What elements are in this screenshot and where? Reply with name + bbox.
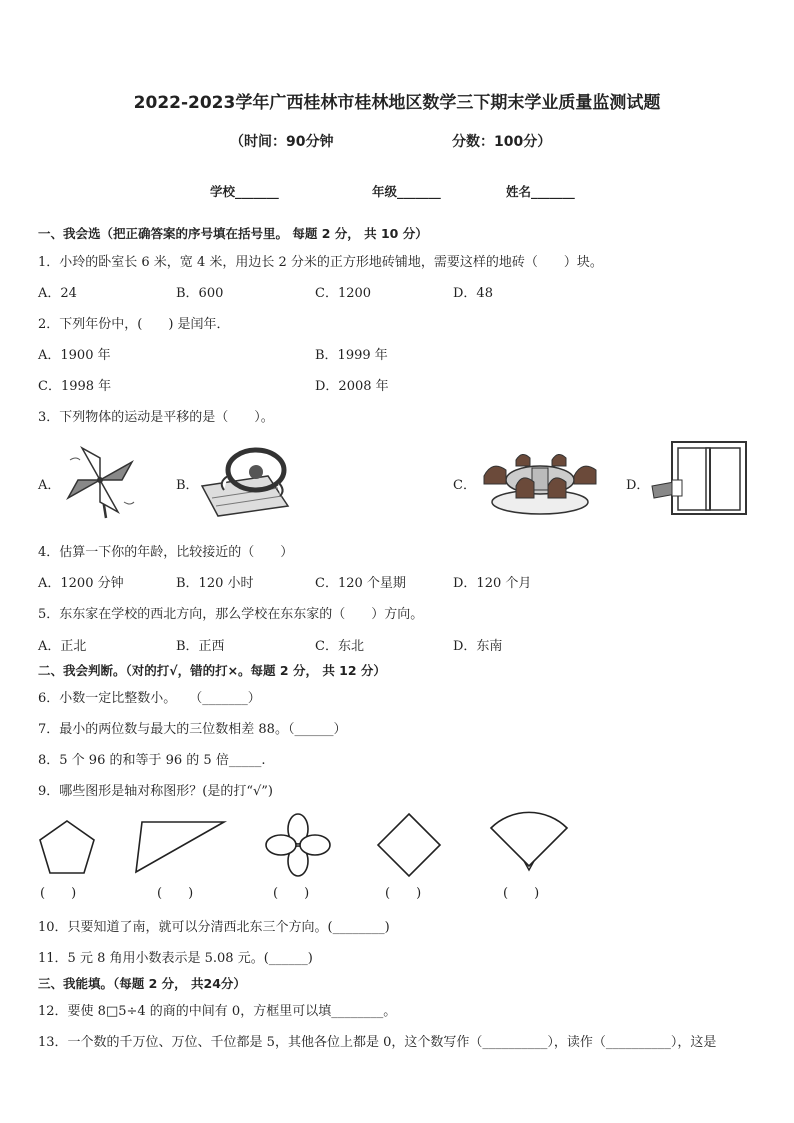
- exam-time: （时间：90分钟: [230, 134, 334, 150]
- q3-option-a: A．: [38, 478, 61, 493]
- q2-option-d: D．2008 年: [315, 379, 389, 394]
- q3-option-c: C．: [453, 478, 476, 493]
- question-10: 10．只要知道了南，就可以分清西北东三个方向。(________): [38, 920, 390, 935]
- section-1-heading: 一、我会选（把正确答案的序号填在括号里。 每题 2 分， 共 10 分）: [38, 226, 428, 241]
- triangle-icon: [132, 818, 228, 876]
- rhombus-icon: [374, 812, 444, 878]
- steering-wheel-icon: [198, 446, 290, 518]
- q2-option-a: A．1900 年: [38, 348, 111, 363]
- four-leaf-icon: [264, 812, 332, 878]
- question-13: 13．一个数的千万位、万位、千位都是 5，其他各位上都是 0，这个数写作（__________），读作（__________），这是: [38, 1035, 717, 1050]
- question-7: 7．最小的两位数与最大的三位数相差 88。（______）: [38, 722, 347, 737]
- q1-option-d: D．48: [453, 286, 493, 301]
- grade-field: 年级_______: [372, 184, 441, 199]
- q1-option-c: C．1200: [315, 286, 372, 301]
- q4-option-c: C．120 个星期: [315, 576, 406, 591]
- q1-option-a: A．24: [38, 286, 77, 301]
- carousel-icon: [476, 446, 604, 518]
- q5-option-b: B．正西: [176, 639, 225, 654]
- q4-option-b: B．120 小时: [176, 576, 254, 591]
- fan-icon: [488, 808, 570, 872]
- q5-option-d: D．东南: [453, 639, 503, 654]
- question-1: 1．小玲的卧室长 6 米，宽 4 米，用边长 2 分米的正方形地砖铺地，需要这样的地砖（ ）块。: [38, 255, 603, 270]
- q9-blank-5[interactable]: ( ): [503, 886, 540, 901]
- exam-score: 分数：100分）: [452, 134, 552, 150]
- question-5: 5．东东家在学校的西北方向，那么学校在东东家的（ ）方向。: [38, 607, 424, 622]
- question-3: 3．下列物体的运动是平移的是（ ）。: [38, 410, 274, 425]
- q1-option-b: B．600: [176, 286, 224, 301]
- q9-blank-4[interactable]: ( ): [385, 886, 422, 901]
- page-title: 2022-2023学年广西桂林市桂林地区数学三下期末学业质量监测试题: [133, 93, 661, 113]
- question-11: 11．5 元 8 角用小数表示是 5.08 元。(______): [38, 951, 313, 966]
- question-2: 2．下列年份中，( ) 是闰年．: [38, 317, 230, 332]
- q9-blank-2[interactable]: ( ): [157, 886, 194, 901]
- q2-option-c: C．1998 年: [38, 379, 112, 394]
- pinwheel-icon: [60, 440, 140, 520]
- school-field: 学校_______: [210, 184, 279, 199]
- question-9: 9．哪些图形是轴对称图形？(是的打“√”): [38, 784, 273, 799]
- q9-blank-1[interactable]: ( ): [40, 886, 77, 901]
- question-6: 6．小数一定比整数小。 （_______）: [38, 691, 261, 706]
- question-4: 4．估算一下你的年龄，比较接近的（ ）: [38, 545, 294, 560]
- name-field: 姓名_______: [506, 184, 575, 199]
- question-8: 8．5 个 96 的和等于 96 的 5 倍_____.: [38, 753, 266, 768]
- q5-option-a: A．正北: [38, 639, 87, 654]
- q2-option-b: B．1999 年: [315, 348, 388, 363]
- q5-option-c: C．东北: [315, 639, 364, 654]
- q4-option-d: D．120 个月: [453, 576, 532, 591]
- q4-option-a: A．1200 分钟: [38, 576, 124, 591]
- pentagon-icon: [36, 818, 98, 876]
- sliding-window-icon: [650, 440, 750, 518]
- q3-option-b: B．: [176, 478, 199, 493]
- q3-option-d: D．: [626, 478, 650, 493]
- section-2-heading: 二、我会判断。（对的打√，错的打×。每题 2 分， 共 12 分）: [38, 663, 386, 678]
- section-3-heading: 三、我能填。（每题 2 分， 共24分）: [38, 976, 246, 991]
- question-12: 12．要使 8□5÷4 的商的中间有 0，方框里可以填________。: [38, 1004, 397, 1019]
- q9-blank-3[interactable]: ( ): [273, 886, 310, 901]
